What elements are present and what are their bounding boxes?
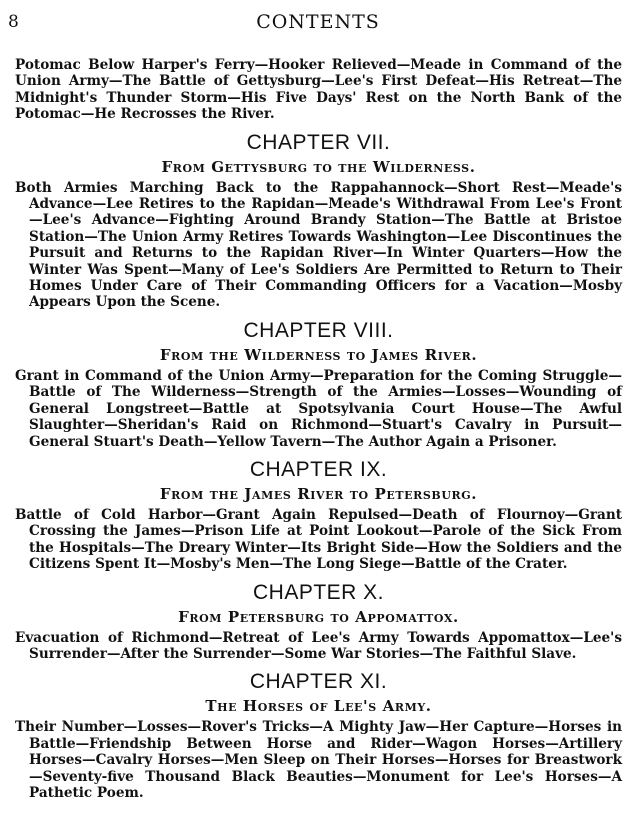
chapter-heading: CHAPTER VIII. xyxy=(243,318,394,342)
chapter-summary: Evacuation of Richmond—Retreat of Lee's Army Towards Appomattox—Lee's Surrender—After the Surrender—Some War Stories—The Faithful Slave. xyxy=(15,629,622,662)
chapter-title: From Petersburg to Appomattox. xyxy=(178,607,459,626)
chapter-title: From the Wilderness to James River. xyxy=(159,345,478,364)
chapter-9 xyxy=(15,458,622,573)
chapter-heading: CHAPTER XI. xyxy=(249,670,388,694)
intro-summary: Potomac Below Harper's Ferry—Hooker Relieved—Meade in Command of the Union Army—The Battle of Gettysburg—Lee's First Defeat—His Retreat—The Midnight's Thunder Storm—His Five Days' Rest on the North Bank of the Potomac—He Recrosses the River. xyxy=(15,57,622,123)
chapter-heading: CHAPTER VII. xyxy=(246,130,391,154)
chapter-summary: Both Armies Marching Back to the Rappahannock—Short Rest—Meade's Advance—Lee Retires to the Rapidan—Meade's Withdrawal From Lee's Front—Lee's Advance—Fighting Around Brandy Station—The Battle at Bristoe Station—The Union Army Retires Towards Washington—Lee Discontinues the Pursuit and Returns to the Rapidan River—In Winter Quarters—How the Winter Was Spent—Many of Lee's Soldiers Are Permitted to Return to Their Homes Under Care of Their Commanding Officers for a Vacation—Mosby Appears Upon the Scene. xyxy=(15,179,622,311)
chapter-10 xyxy=(15,581,622,663)
chapter-11 xyxy=(15,670,622,801)
contents-body xyxy=(15,57,622,801)
chapter-title: The Horses of Lee's Army. xyxy=(205,697,432,716)
chapter-title: From Gettysburg to the Wilderness. xyxy=(161,157,476,176)
chapter-summary: Their Number—Losses—Rover's Tricks—A Mighty Jaw—Her Capture—Horses in Battle—Friendship Between Horse and Rider—Wagon Horses—Artillery Horses—Cavalry Horses—Men Sleep on Their Horses—Horses for Breastwork—Seventy-five Thousand Black Beauties—Monument for Lee's Horses—A Pathetic Poem. xyxy=(15,719,622,801)
running-head: CONTENTS xyxy=(256,11,380,33)
page-number: 8 xyxy=(8,12,19,32)
chapter-heading: CHAPTER X. xyxy=(252,580,385,604)
chapter-8 xyxy=(15,319,622,450)
chapter-7 xyxy=(15,131,622,311)
chapter-title: From the James River to Petersburg. xyxy=(159,484,478,503)
chapter-heading: CHAPTER IX. xyxy=(249,457,388,481)
chapter-summary: Battle of Cold Harbor—Grant Again Repulsed—Death of Flournoy—Grant Crossing the James—Prison Life at Point Lookout—Parole of the Sick From the Hospitals—The Dreary Winter—Its Bright Side—How the Soldiers and the Citizens Spent It—Mosby's Men—The Long Siege—Battle of the Crater. xyxy=(15,506,622,573)
chapter-summary: Grant in Command of the Union Army—Preparation for the Coming Struggle—Battle of The Wilderness—Strength of the Armies—Losses—Wounding of General Longstreet—Battle at Spotsylvania Court House—The Awful Slaughter—Sheridan's Raid on Richmond—Stuart's Cavalry in Pursuit—General Stuart's Death—Yellow Tavern—The Author Again a Prisoner. xyxy=(15,367,622,450)
